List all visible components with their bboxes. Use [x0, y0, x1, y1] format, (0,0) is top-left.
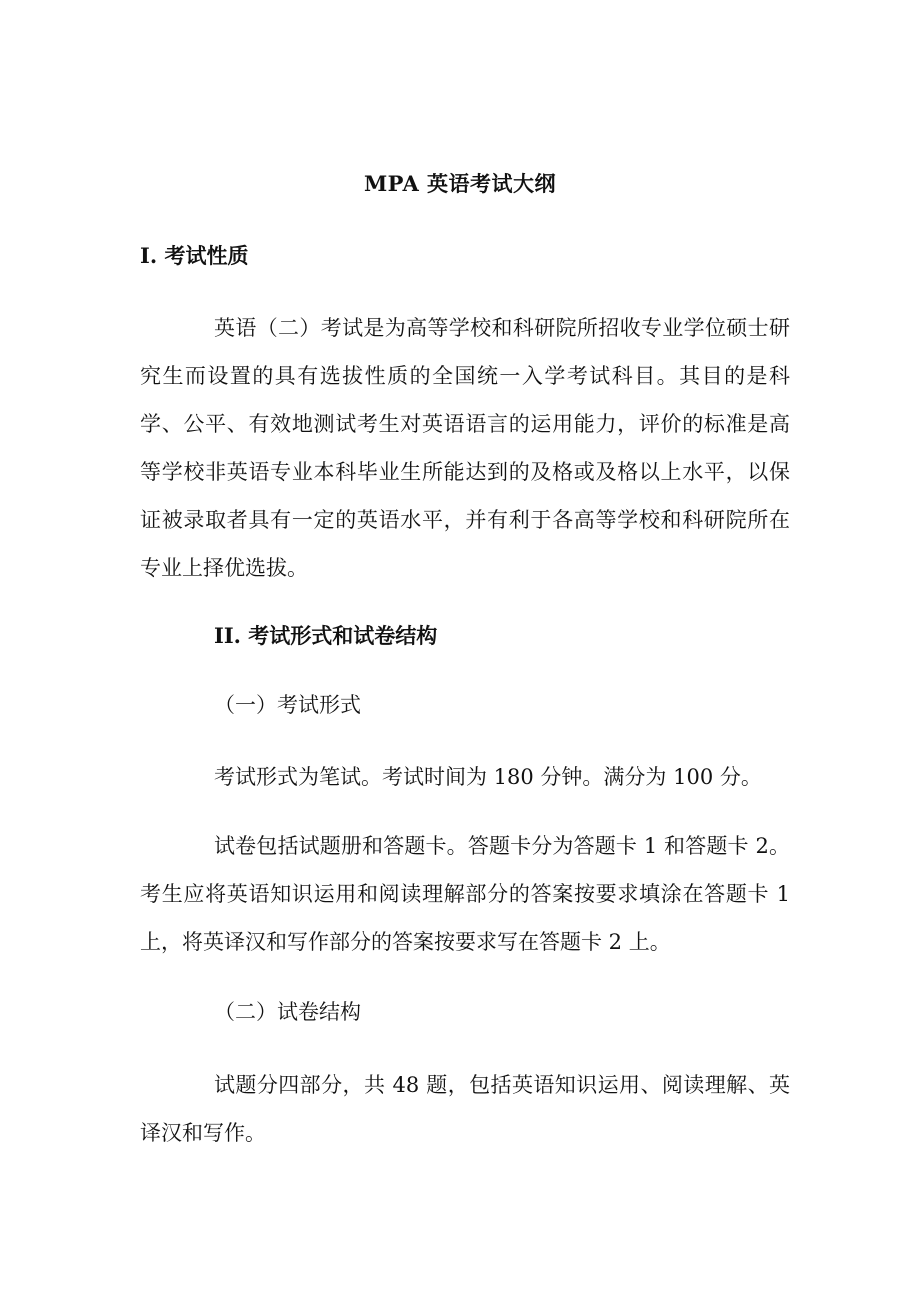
paragraph-paper-structure: 试题分四部分，共 48 题，包括英语知识运用、阅读理解、英译汉和写作。	[140, 1073, 790, 1145]
section-heading-nature: I. 考试性质	[140, 243, 249, 268]
paragraph-nature: 英语（二）考试是为高等学校和科研院所招收专业学位硕士研究生而设置的具有选拔性质的全国统一入学考试科目。其目的是科学、公平、有效地测试考生对英语语言的运用能力，评价的标准是高等学校非英语专业本科毕业生所能达到的及格或及格以上水平，以保证被录取者具有一定的英语水平，并有利于各高等学校和科研院所在专业上择优选拔。	[140, 316, 790, 580]
paragraph-exam-format: 考试形式为笔试。考试时间为 180 分钟。满分为 100 分。	[214, 765, 762, 789]
document-title: MPA 英语考试大纲	[363, 171, 557, 196]
section-heading-format-structure: II. 考试形式和试卷结构	[214, 623, 438, 648]
subsection-heading-structure: （二）试卷结构	[214, 1000, 361, 1024]
paragraph-answer-sheets: 试卷包括试题册和答题卡。答题卡分为答题卡 1 和答题卡 2。考生应将英语知识运用和阅读理解部分的答案按要求填涂在答题卡 1 上，将英译汉和写作部分的答案按要求写在答题卡 2 上。	[140, 834, 790, 954]
subsection-heading-format: （一）考试形式	[214, 693, 361, 717]
